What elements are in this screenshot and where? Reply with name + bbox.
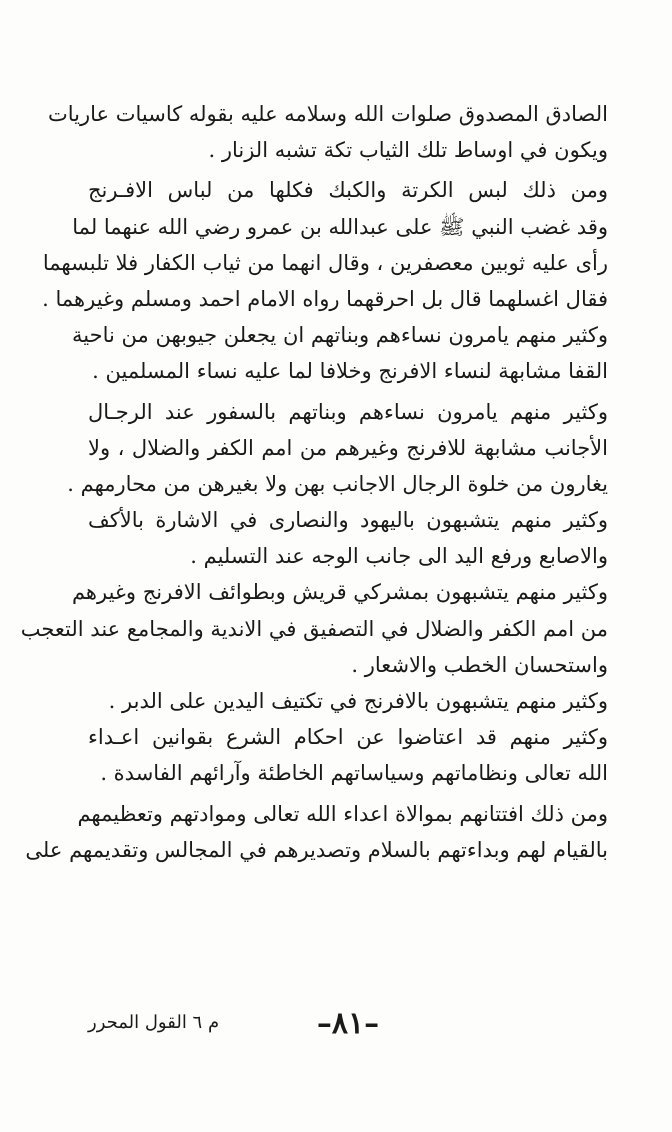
text-line: وكثير منهم يامرون نساءهم وبناتهم ان يجعلن جيوبهن من ناحية xyxy=(72,323,608,348)
text-line: رأى عليه ثوبين معصفرين ، وقال انهما من ثياب الكفار فلا تلبسهما xyxy=(42,250,608,275)
text-line: وكثير منهم يتشبهون بالافرنج في تكتيف اليدين على الدبر . xyxy=(108,689,608,713)
paragraph xyxy=(88,502,608,574)
text-line: القفا مشابهة لنساء الافرنج وخلافا لما عليه نساء المسلمين . xyxy=(92,359,608,384)
paragraph xyxy=(67,394,608,503)
text-line: بالقيام لهم وبداءتهم بالسلام وتصديرهم في المجالس وتقديمهم على xyxy=(25,837,608,862)
text-line: يغارون من خلوة الرجال الاجانب بهن ولا بغيرهن من محارمهم . xyxy=(67,471,608,496)
paragraph xyxy=(42,172,608,389)
text-line: وقد غضب النبي ﷺ على عبدالله بن عمرو رضي الله عنهما لما xyxy=(72,214,608,239)
text-line: فقال اغسلهما قال بل احرقهما رواه الامام احمد ومسلم وغيرهما . xyxy=(42,286,608,311)
text-line: الله تعالى ونظاماتهم وسياساتهم الخاطئة وآرائهم الفاسدة . xyxy=(100,761,608,786)
paragraph xyxy=(25,796,608,868)
signature-mark: م ٦ القول المحرر xyxy=(88,1012,220,1033)
text-line: الصادق المصدوق صلوات الله وسلامه عليه بقوله كاسيات عاريات xyxy=(47,102,608,126)
text-line: وكثير منهم يتشبهون باليهود والنصارى في الاشارة بالأكف xyxy=(88,508,608,533)
body-text xyxy=(20,96,608,868)
paragraph xyxy=(88,719,608,791)
text-line: وكثير منهم يامرون نساءهم وبناتهم بالسفور عند الرجـال xyxy=(88,399,608,424)
text-line: الأجانب مشابهة للافرنج وغيرهم من امم الكفر والضلال ، ولا xyxy=(88,435,608,460)
page-number: –٨١– xyxy=(316,1006,380,1041)
text-line: وكثير منهم قد اعتاضوا عن احكام الشرع بقوانين اعـداء xyxy=(88,725,608,750)
text-line: ومن ذلك افتتانهم بموالاة اعداء الله تعالى وموادتهم وتعظيمهم xyxy=(77,801,608,826)
page-footer xyxy=(88,1000,608,1056)
text-line: ومن ذلك لبس الكرتة والكبك فكلها من لباس الافـرنج xyxy=(88,178,608,203)
paragraph xyxy=(88,683,608,719)
text-line: ويكون في اوساط تلك الثياب تكة تشبه الزنار . xyxy=(208,138,608,163)
paragraph xyxy=(20,574,608,683)
text-line: وكثير منهم يتشبهون بمشركي قريش وبطوائف الافرنج وغيرهم xyxy=(71,580,608,605)
text-line: والاصابع ورفع اليد الى جانب الوجه عند التسليم . xyxy=(190,544,608,569)
paragraph xyxy=(47,96,608,168)
text-line: من امم الكفر والضلال في التصفيق في الاندية والمجامع عند التعجب xyxy=(20,616,608,641)
text-line: واستحسان الخطب والاشعار . xyxy=(351,652,608,677)
